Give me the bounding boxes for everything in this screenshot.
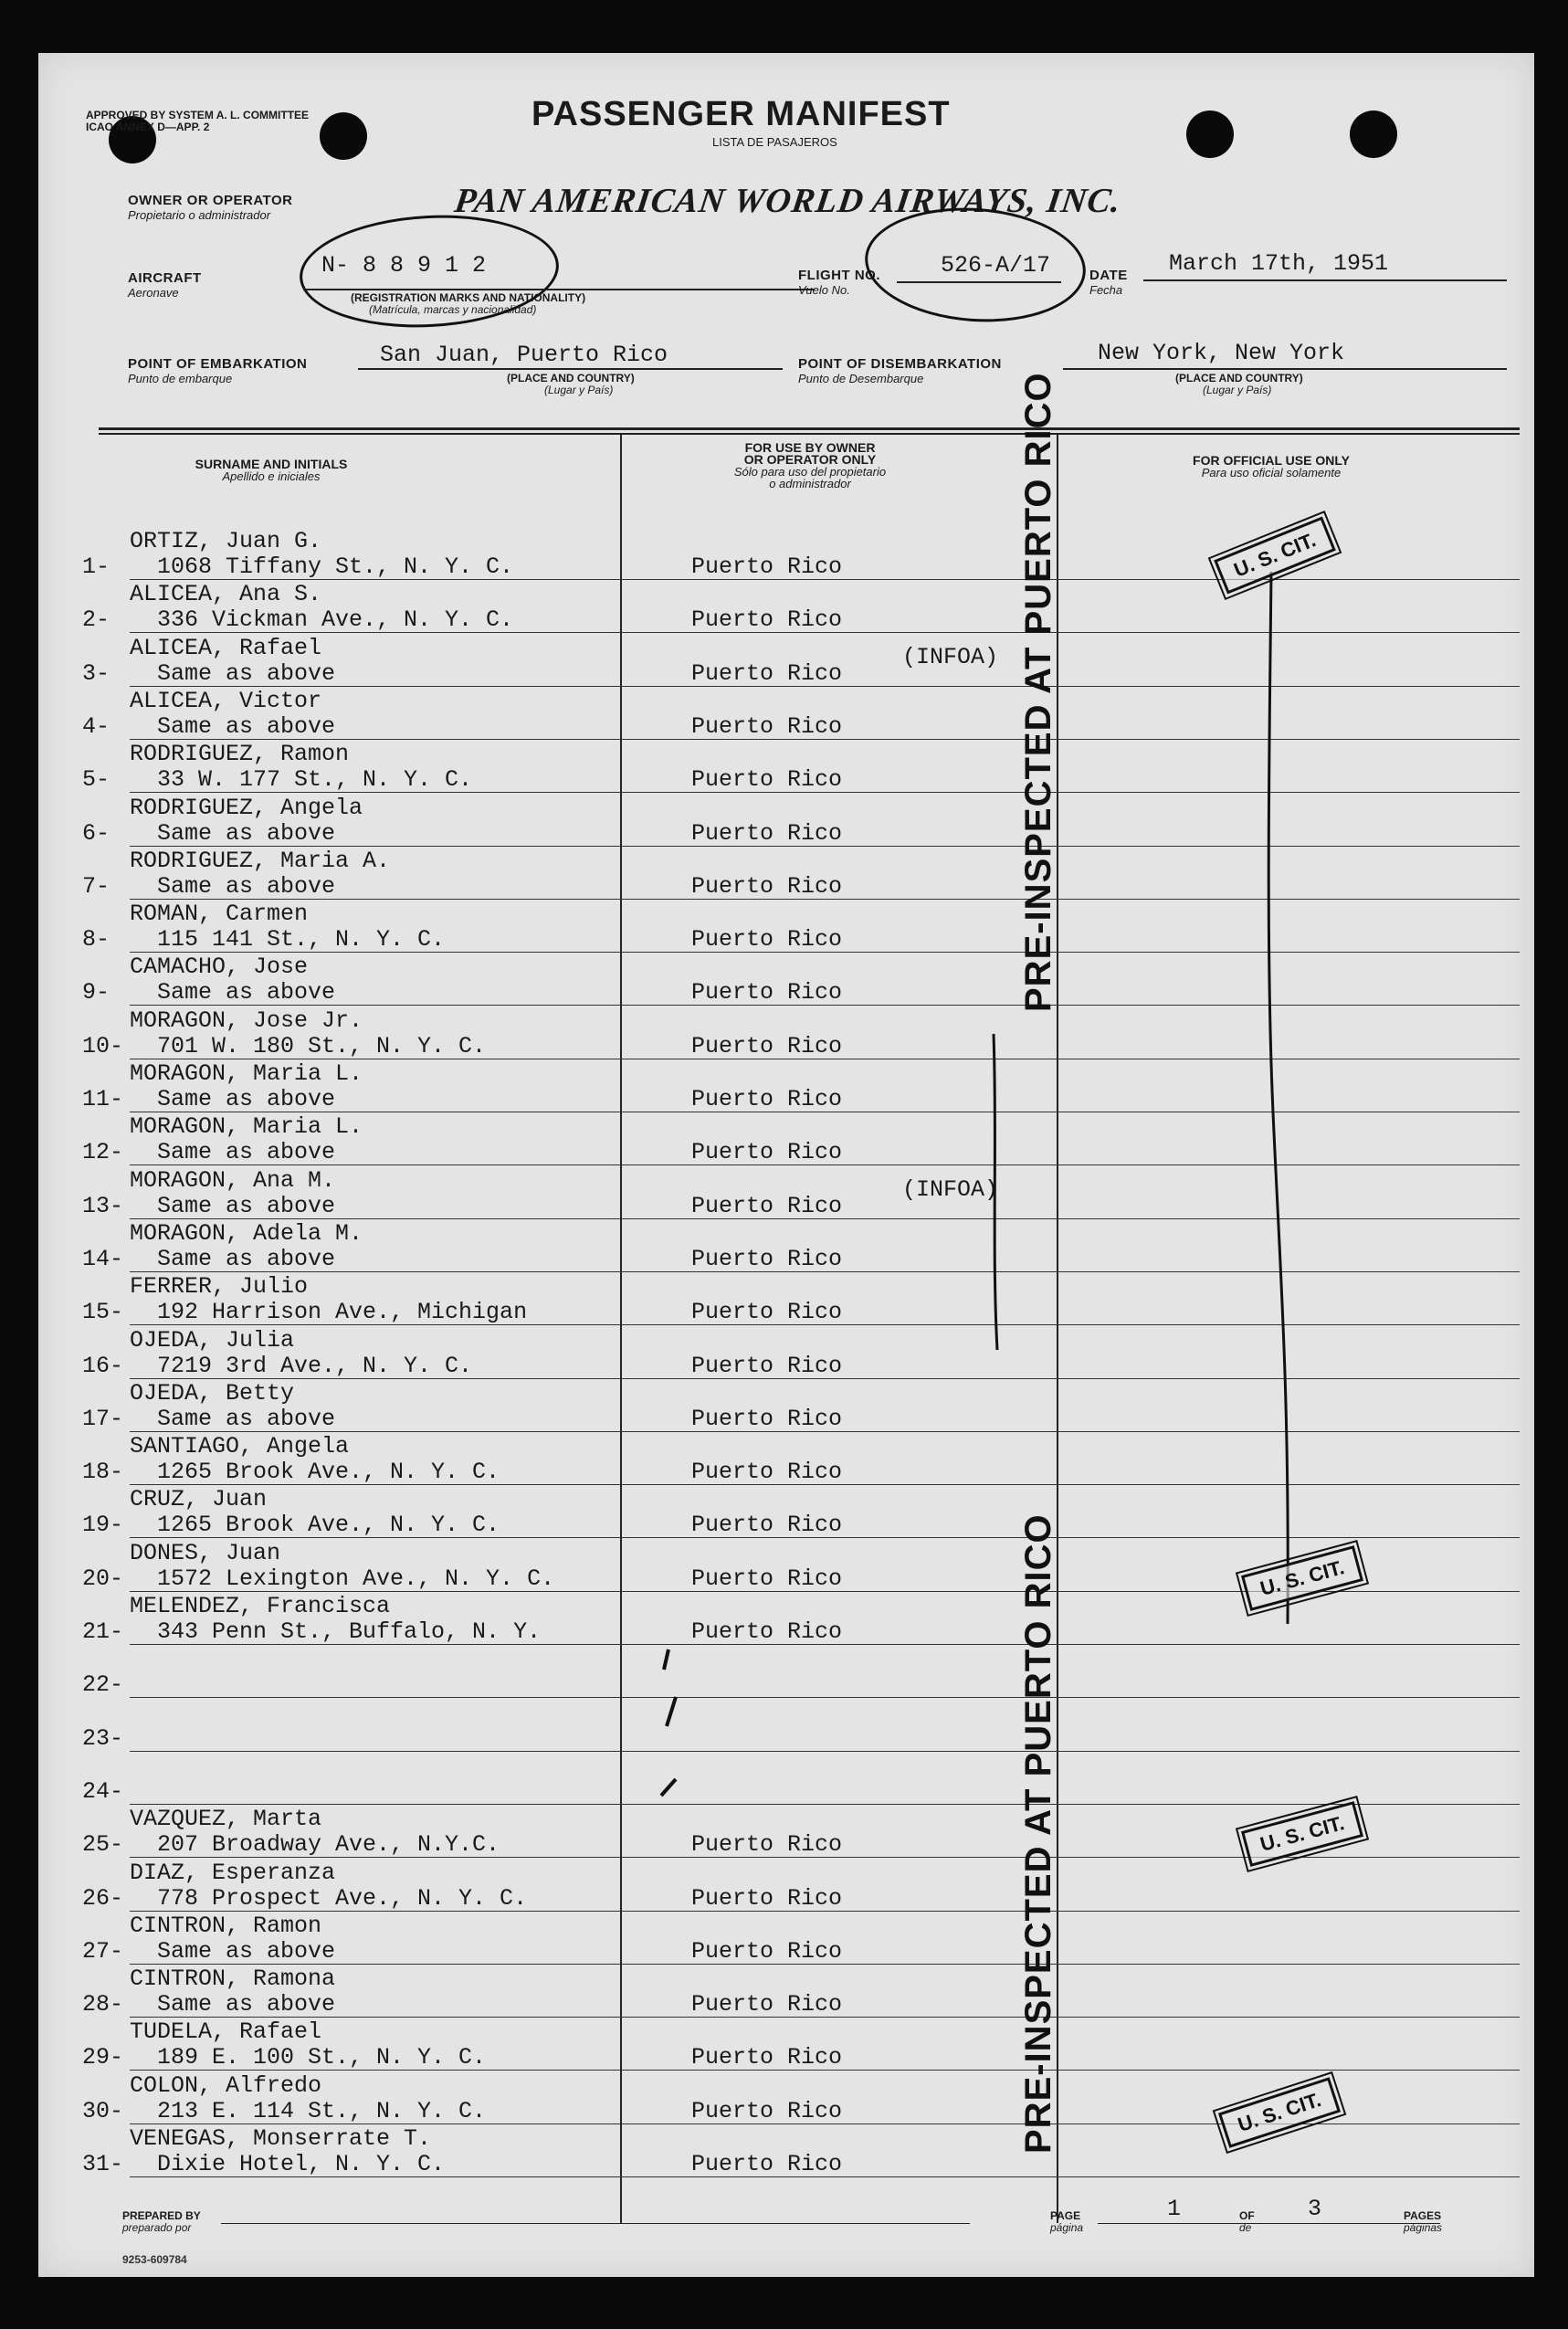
passenger-address: Dixie Hotel, N. Y. C.	[157, 2151, 446, 2177]
passenger-country: Puerto Rico	[691, 553, 843, 580]
passenger-name: MORAGON, Adela M.	[130, 1219, 363, 1247]
passenger-country: Puerto Rico	[691, 1937, 843, 1965]
passenger-country: Puerto Rico	[691, 2044, 843, 2071]
punch-hole	[1350, 111, 1397, 158]
passenger-row-number: 26-	[82, 1884, 124, 1912]
passenger-row-number: 7-	[82, 872, 110, 900]
passenger-name: DONES, Juan	[130, 1539, 281, 1566]
name-header: SURNAME AND INITIALS	[195, 457, 348, 471]
preinspected-stamp-top: PRE-INSPECTED AT PUERTO RICO	[1018, 372, 1058, 1012]
passenger-row-number: 15-	[82, 1299, 124, 1326]
aircraft-caption: (REGISTRATION MARKS AND NATIONALITY)	[351, 291, 586, 304]
owner-col-header1: FOR USE BY OWNER	[744, 440, 876, 455]
row-rule	[130, 1964, 1520, 1965]
passenger-address: 33 W. 177 St., N. Y. C.	[157, 766, 473, 794]
passenger-country: Puerto Rico	[691, 979, 843, 1006]
embarkation-caption-sub: (Lugar y País)	[544, 384, 614, 396]
passenger-name: OJEDA, Julia	[130, 1326, 295, 1354]
passenger-country: Puerto Rico	[691, 1352, 843, 1379]
passenger-row-number: 22-	[82, 1671, 124, 1699]
passenger-note: (INFOA)	[902, 1175, 999, 1203]
us-cit-bracket-line	[1262, 564, 1335, 1660]
page-sublabel: página	[1050, 2221, 1084, 2234]
passenger-row-number: 16-	[82, 1352, 124, 1379]
passenger-row-number: 9-	[82, 979, 110, 1006]
passenger-row-number: 1-	[82, 553, 110, 580]
date-underline	[1143, 279, 1507, 281]
page-number-value: 1	[1167, 2196, 1182, 2222]
passenger-country: Puerto Rico	[691, 1405, 843, 1432]
owner-column-header	[664, 442, 956, 490]
aircraft-value: N- 8 8 9 1 2	[321, 252, 487, 279]
passenger-address: Same as above	[157, 1405, 336, 1432]
passenger-row-number: 5-	[82, 766, 110, 794]
passenger-name: TUDELA, Rafael	[130, 2018, 322, 2046]
name-column-header	[130, 458, 413, 482]
embarkation-label-group	[128, 356, 307, 385]
owner-value: PAN AMERICAN WORLD AIRWAYS, INC.	[452, 182, 1124, 220]
embarkation-sublabel: Punto de embarque	[128, 372, 233, 385]
passenger-row-number: 25-	[82, 1831, 124, 1859]
owner-col-sub1: Sólo para uso del propietario	[733, 465, 887, 479]
passenger-name: MORAGON, Maria L.	[130, 1113, 363, 1141]
passenger-row-number: 19-	[82, 1512, 124, 1539]
passenger-address: 701 W. 180 St., N. Y. C.	[157, 1032, 487, 1059]
passenger-address: 1265 Brook Ave., N. Y. C.	[157, 1459, 500, 1486]
page-label: PAGE	[1050, 2209, 1081, 2222]
header-rule-bottom	[99, 433, 1520, 435]
passenger-address: Same as above	[157, 979, 336, 1006]
passenger-name: MELENDEZ, Francisca	[130, 1593, 391, 1619]
prepared-by-label: PREPARED BY	[122, 2209, 201, 2222]
us-cit-stamp: U. S. CIT.	[1218, 2077, 1341, 2148]
form-approval-line1: APPROVED BY SYSTEM A. L. COMMITTEE	[86, 109, 310, 121]
owner-label-group	[128, 193, 292, 222]
of-sublabel: de	[1239, 2221, 1252, 2234]
row-rule	[130, 1911, 1520, 1912]
row-rule	[130, 2070, 1520, 2071]
us-cit-stamp: U. S. CIT.	[1241, 1545, 1363, 1611]
passenger-address: 213 E. 114 St., N. Y. C.	[157, 2097, 487, 2124]
disembarkation-label: POINT OF DISEMBARKATION	[798, 356, 1002, 372]
passenger-country: Puerto Rico	[691, 1618, 843, 1645]
passenger-name: COLON, Alfredo	[130, 2071, 322, 2099]
passenger-name: SANTIAGO, Angela	[130, 1433, 350, 1460]
passenger-name: RODRIGUEZ, Maria A.	[130, 847, 391, 874]
disembarkation-value: New York, New York	[1098, 340, 1345, 366]
official-subheader: Para uso oficial solamente	[1201, 466, 1342, 480]
passenger-row-number: 27-	[82, 1937, 124, 1965]
header-rule-top	[99, 427, 1520, 430]
passenger-row-number: 17-	[82, 1405, 124, 1432]
us-cit-stamp: U. S. CIT.	[1241, 1801, 1363, 1867]
passenger-row-number: 10-	[82, 1032, 124, 1059]
passenger-name: RODRIGUEZ, Angela	[130, 794, 363, 821]
passenger-name: RODRIGUEZ, Ramon	[130, 741, 350, 768]
passenger-country: Puerto Rico	[691, 1086, 843, 1112]
passenger-name: DIAZ, Esperanza	[130, 1859, 336, 1886]
passenger-row-number: 12-	[82, 1139, 124, 1166]
page-title: PASSENGER MANIFEST	[531, 95, 951, 133]
manifest-sheet	[38, 53, 1534, 2277]
passenger-name: VENEGAS, Monserrate T.	[130, 2125, 432, 2152]
owner-col-header2: OR OPERATOR ONLY	[743, 452, 877, 467]
passenger-address: 1572 Lexington Ave., N. Y. C.	[157, 1565, 555, 1592]
form-approval-ref	[86, 110, 342, 133]
passenger-row-number: 28-	[82, 1991, 124, 2018]
passenger-row-number: 24-	[82, 1777, 124, 1805]
embarkation-caption: (PLACE AND COUNTRY)	[507, 372, 635, 385]
passenger-name: ROMAN, Carmen	[130, 901, 309, 928]
passenger-country: Puerto Rico	[691, 1459, 843, 1486]
disembarkation-underline	[1063, 368, 1507, 370]
passenger-country: Puerto Rico	[691, 1032, 843, 1059]
passenger-country: Puerto Rico	[691, 1299, 843, 1326]
passenger-country: Puerto Rico	[691, 1565, 843, 1592]
row-rule	[130, 2176, 1520, 2177]
passenger-country: Puerto Rico	[691, 819, 843, 847]
passenger-address: Same as above	[157, 1192, 336, 1219]
passenger-name: ALICEA, Victor	[130, 687, 322, 714]
passenger-address: Same as above	[157, 819, 336, 847]
passenger-address: 1068 Tiffany St., N. Y. C.	[157, 553, 514, 580]
passenger-row-number: 20-	[82, 1565, 124, 1592]
passenger-name: ALICEA, Rafael	[130, 634, 322, 661]
passenger-name: VAZQUEZ, Marta	[130, 1806, 322, 1833]
owner-sublabel: Propietario o administrador	[128, 208, 271, 222]
passenger-country: Puerto Rico	[691, 1192, 843, 1219]
pages-label-group	[1404, 2210, 1442, 2234]
passenger-row-number: 8-	[82, 926, 110, 954]
page-subtitle: LISTA DE PASAJEROS	[712, 135, 837, 149]
passenger-row-number: 18-	[82, 1459, 124, 1486]
passenger-name: CINTRON, Ramona	[130, 1965, 336, 1993]
official-header: FOR OFFICIAL USE ONLY	[1193, 453, 1350, 468]
passenger-address: 343 Penn St., Buffalo, N. Y.	[157, 1618, 542, 1645]
flight-value: 526-A/17	[941, 252, 1051, 279]
row-rule	[130, 1857, 1520, 1858]
passenger-country: Puerto Rico	[691, 926, 843, 954]
passenger-row-number: 4-	[82, 712, 110, 740]
row-rule	[130, 1751, 1520, 1752]
passenger-address: Same as above	[157, 872, 336, 900]
prepared-by-underline	[221, 2223, 970, 2224]
form-approval-line2: ICAO ANNEX D—APP. 2	[86, 121, 210, 133]
passenger-note: (INFOA)	[902, 643, 999, 670]
aircraft-caption-sub: (Matrícula, marcas y nacionalidad)	[369, 303, 537, 316]
us-cit-stamp: U. S. CIT.	[1214, 516, 1336, 594]
disembarkation-caption: (PLACE AND COUNTRY)	[1175, 372, 1303, 385]
column-divider-1	[620, 433, 622, 2223]
passenger-country: Puerto Rico	[691, 1831, 843, 1859]
passenger-name: FERRER, Julio	[130, 1273, 309, 1301]
passenger-row-number: 13-	[82, 1192, 124, 1219]
passenger-address: 207 Broadway Ave., N.Y.C.	[157, 1831, 500, 1859]
name-subheader: Apellido e iniciales	[222, 469, 321, 483]
pages-sublabel: páginas	[1404, 2221, 1443, 2234]
passenger-row-number: 21-	[82, 1618, 124, 1645]
passenger-name: ALICEA, Ana S.	[130, 581, 322, 608]
passenger-country: Puerto Rico	[691, 1991, 843, 2018]
preinspected-stamp-bottom: PRE-INSPECTED AT PUERTO RICO	[1018, 1513, 1058, 2154]
passenger-address: 189 E. 100 St., N. Y. C.	[157, 2044, 487, 2071]
passenger-address: Same as above	[157, 1086, 336, 1112]
owner-label: OWNER OR OPERATOR	[128, 193, 293, 208]
disembarkation-sublabel: Punto de Desembarque	[798, 372, 924, 385]
form-number: 9253-609784	[122, 2253, 187, 2266]
passenger-address: 778 Prospect Ave., N. Y. C.	[157, 1884, 528, 1912]
disembarkation-caption-sub: (Lugar y País)	[1203, 384, 1272, 396]
passenger-name: MORAGON, Maria L.	[130, 1060, 363, 1087]
passenger-row-number: 11-	[82, 1086, 124, 1112]
passenger-address: Same as above	[157, 1139, 336, 1166]
row-rule	[130, 1697, 1520, 1698]
prepared-by-sublabel: preparado por	[122, 2221, 192, 2234]
passenger-name: ORTIZ, Juan G.	[130, 528, 322, 554]
date-sublabel: Fecha	[1089, 283, 1123, 297]
passenger-address: Same as above	[157, 1245, 336, 1272]
passenger-address: Same as above	[157, 659, 336, 687]
passenger-country: Puerto Rico	[691, 1245, 843, 1272]
flight-sublabel: Vuelo No.	[798, 283, 850, 297]
passenger-country: Puerto Rico	[691, 659, 843, 687]
passenger-name: CINTRON, Ramon	[130, 1912, 322, 1939]
passenger-address: 336 Vickman Ave., N. Y. C.	[157, 606, 514, 634]
passenger-country: Puerto Rico	[691, 872, 843, 900]
passenger-row-number: 31-	[82, 2151, 124, 2177]
embarkation-underline	[358, 368, 783, 370]
flight-underline	[897, 281, 1061, 283]
aircraft-underline	[303, 289, 815, 290]
of-label: OF	[1239, 2209, 1255, 2222]
punch-hole	[1186, 111, 1234, 158]
passenger-address: 1265 Brook Ave., N. Y. C.	[157, 1512, 500, 1539]
passenger-name: MORAGON, Jose Jr.	[130, 1006, 363, 1034]
passenger-row-number: 6-	[82, 819, 110, 847]
of-label-group	[1239, 2210, 1255, 2234]
passenger-country: Puerto Rico	[691, 2097, 843, 2124]
page-total-value: 3	[1308, 2196, 1322, 2222]
aircraft-label: AIRCRAFT	[128, 270, 202, 286]
page-label-group	[1050, 2210, 1083, 2234]
date-label: DATE	[1089, 268, 1128, 283]
owner-column-bracket-line	[988, 1030, 1025, 1359]
pages-label: PAGES	[1404, 2209, 1442, 2222]
passenger-address: 115 141 St., N. Y. C.	[157, 926, 446, 954]
passenger-country: Puerto Rico	[691, 1884, 843, 1912]
passenger-country: Puerto Rico	[691, 712, 843, 740]
passenger-country: Puerto Rico	[691, 606, 843, 634]
owner-col-sub2: o administrador	[769, 477, 851, 490]
passenger-name: OJEDA, Betty	[130, 1379, 295, 1407]
passenger-row-number: 3-	[82, 659, 110, 687]
passenger-country: Puerto Rico	[691, 1512, 843, 1539]
passenger-address: Same as above	[157, 712, 336, 740]
passenger-name: MORAGON, Ana M.	[130, 1166, 336, 1194]
passenger-address: 7219 3rd Ave., N. Y. C.	[157, 1352, 473, 1379]
handwritten-tick-marks	[623, 1642, 696, 1825]
passenger-address: Same as above	[157, 1991, 336, 2018]
embarkation-label: POINT OF EMBARKATION	[128, 356, 308, 372]
passenger-row-number: 23-	[82, 1724, 124, 1752]
passenger-row-number: 29-	[82, 2044, 124, 2071]
date-value: March 17th, 1951	[1169, 250, 1389, 277]
passenger-address: 192 Harrison Ave., Michigan	[157, 1299, 528, 1326]
passenger-address: Same as above	[157, 1937, 336, 1965]
passenger-row-number: 2-	[82, 606, 110, 634]
passenger-country: Puerto Rico	[691, 766, 843, 794]
passenger-country: Puerto Rico	[691, 2151, 843, 2177]
aircraft-sublabel: Aeronave	[128, 286, 179, 300]
embarkation-value: San Juan, Puerto Rico	[380, 342, 668, 368]
date-label-group	[1089, 268, 1128, 297]
disembarkation-label-group	[798, 356, 1002, 385]
aircraft-label-group	[128, 270, 202, 300]
flight-label: FLIGHT NO.	[798, 268, 880, 283]
official-column-header	[1089, 455, 1454, 479]
passenger-row-number: 30-	[82, 2097, 124, 2124]
row-rule	[130, 2017, 1520, 2018]
row-rule	[130, 1804, 1520, 1805]
passenger-country: Puerto Rico	[691, 1139, 843, 1166]
passenger-name: CAMACHO, Jose	[130, 954, 309, 981]
prepared-by-group	[122, 2210, 201, 2234]
passenger-name: CRUZ, Juan	[130, 1486, 268, 1513]
passenger-row-number: 14-	[82, 1245, 124, 1272]
